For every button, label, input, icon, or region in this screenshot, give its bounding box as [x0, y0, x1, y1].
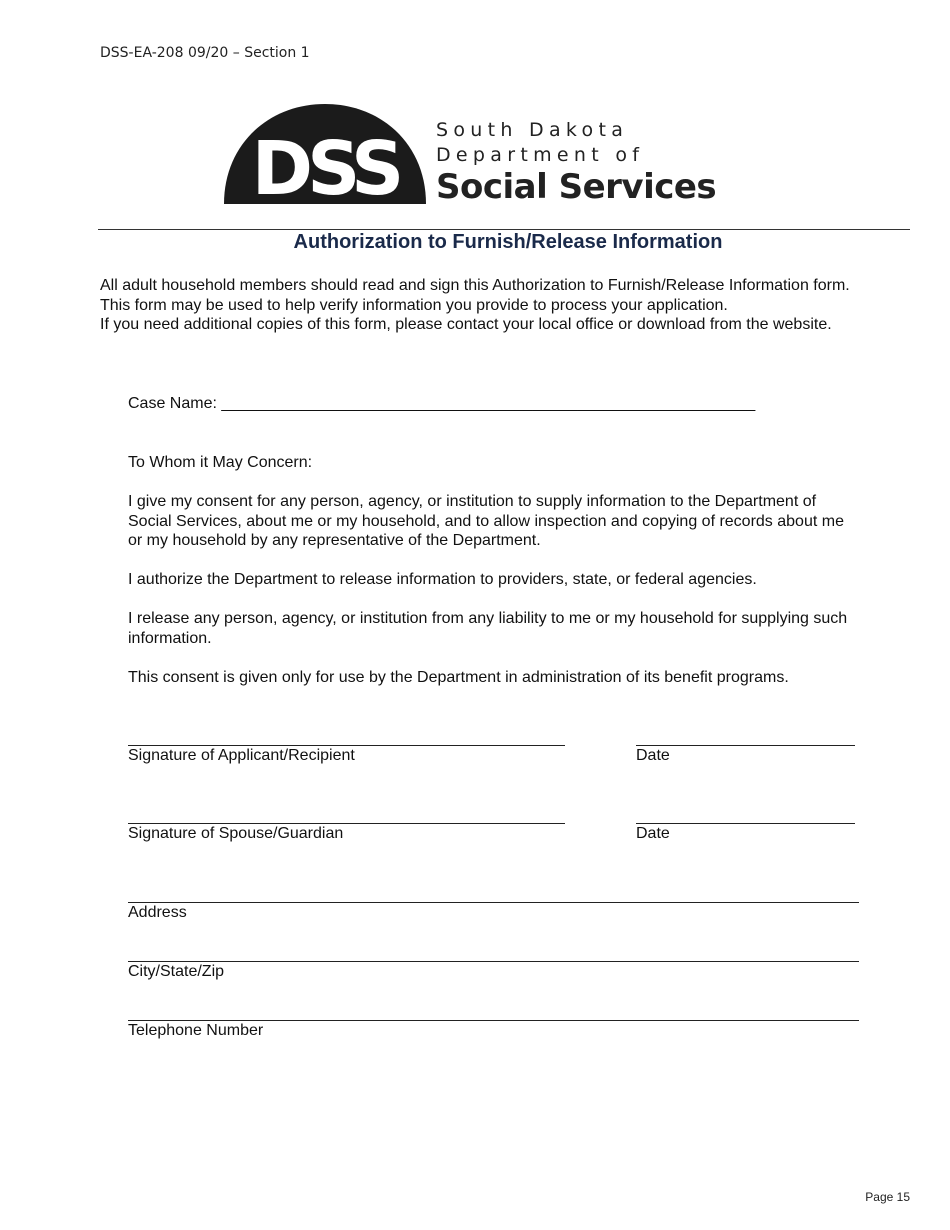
spouse-signature-label: Signature of Spouse/Guardian [128, 825, 344, 842]
applicant-date-line[interactable] [636, 745, 855, 746]
telephone-line[interactable] [128, 1020, 859, 1021]
dss-logo-icon [224, 104, 426, 207]
consent-paragraph [128, 492, 844, 551]
usage-paragraph [128, 668, 789, 688]
spouse-date-label: Date [636, 825, 670, 842]
page-number: Page 15 [865, 1190, 910, 1204]
salutation: To Whom it May Concern: [128, 454, 313, 471]
city-state-zip-label: City/State/Zip [128, 963, 225, 980]
intro-line: All adult household members should read and sign this Authorization to Furnish/Release Information form. [100, 277, 850, 294]
case-name-label: Case Name: [128, 395, 217, 412]
page-title: Authorization to Furnish/Release Information [293, 231, 723, 253]
release-paragraph [128, 609, 847, 648]
spouse-date-line[interactable] [636, 823, 855, 824]
authorize-paragraph [128, 570, 757, 590]
logo-line-department: Department of [436, 144, 645, 166]
paragraph-line: I authorize the Department to release information to providers, state, or federal agencies. [128, 571, 757, 588]
paragraph-line: I release any person, agency, or institution from any liability to me or my household for supplying such [128, 610, 848, 627]
case-name-field[interactable] [128, 394, 755, 414]
logo-wordmark [436, 118, 716, 206]
form-code: DSS-EA-208 09/20 – Section 1 [100, 45, 310, 61]
address-label: Address [128, 904, 187, 921]
city-state-zip-line[interactable] [128, 961, 859, 962]
spouse-signature-line[interactable] [128, 823, 565, 824]
paragraph-line: information. [128, 629, 212, 647]
intro-line: This form may be used to help verify information you provide to process your application. [100, 296, 728, 314]
logo-mark-text: DSS [251, 126, 399, 207]
telephone-label: Telephone Number [128, 1022, 264, 1039]
paragraph-line: I give my consent for any person, agency, or institution to supply information to the Department of [128, 493, 817, 510]
intro-text [100, 276, 850, 335]
applicant-signature-label: Signature of Applicant/Recipient [128, 747, 355, 764]
case-name-blank[interactable]: ____________________________________________________________ [221, 395, 756, 412]
paragraph-line: or my household by any representative of the Department. [128, 532, 541, 549]
paragraph-line: Social Services, about me or my household, and to allow inspection and copying of records about me [128, 512, 844, 530]
applicant-signature-line[interactable] [128, 745, 565, 746]
address-line[interactable] [128, 902, 859, 903]
applicant-date-label: Date [636, 747, 670, 764]
intro-line: If you need additional copies of this form, please contact your local office or download from the website. [100, 316, 832, 333]
paragraph-line: This consent is given only for use by the Department in administration of its benefit programs. [128, 669, 789, 686]
logo-line-state: South Dakota [436, 119, 629, 141]
logo-line-agency: Social Services [436, 167, 717, 207]
header-rule [98, 229, 910, 230]
